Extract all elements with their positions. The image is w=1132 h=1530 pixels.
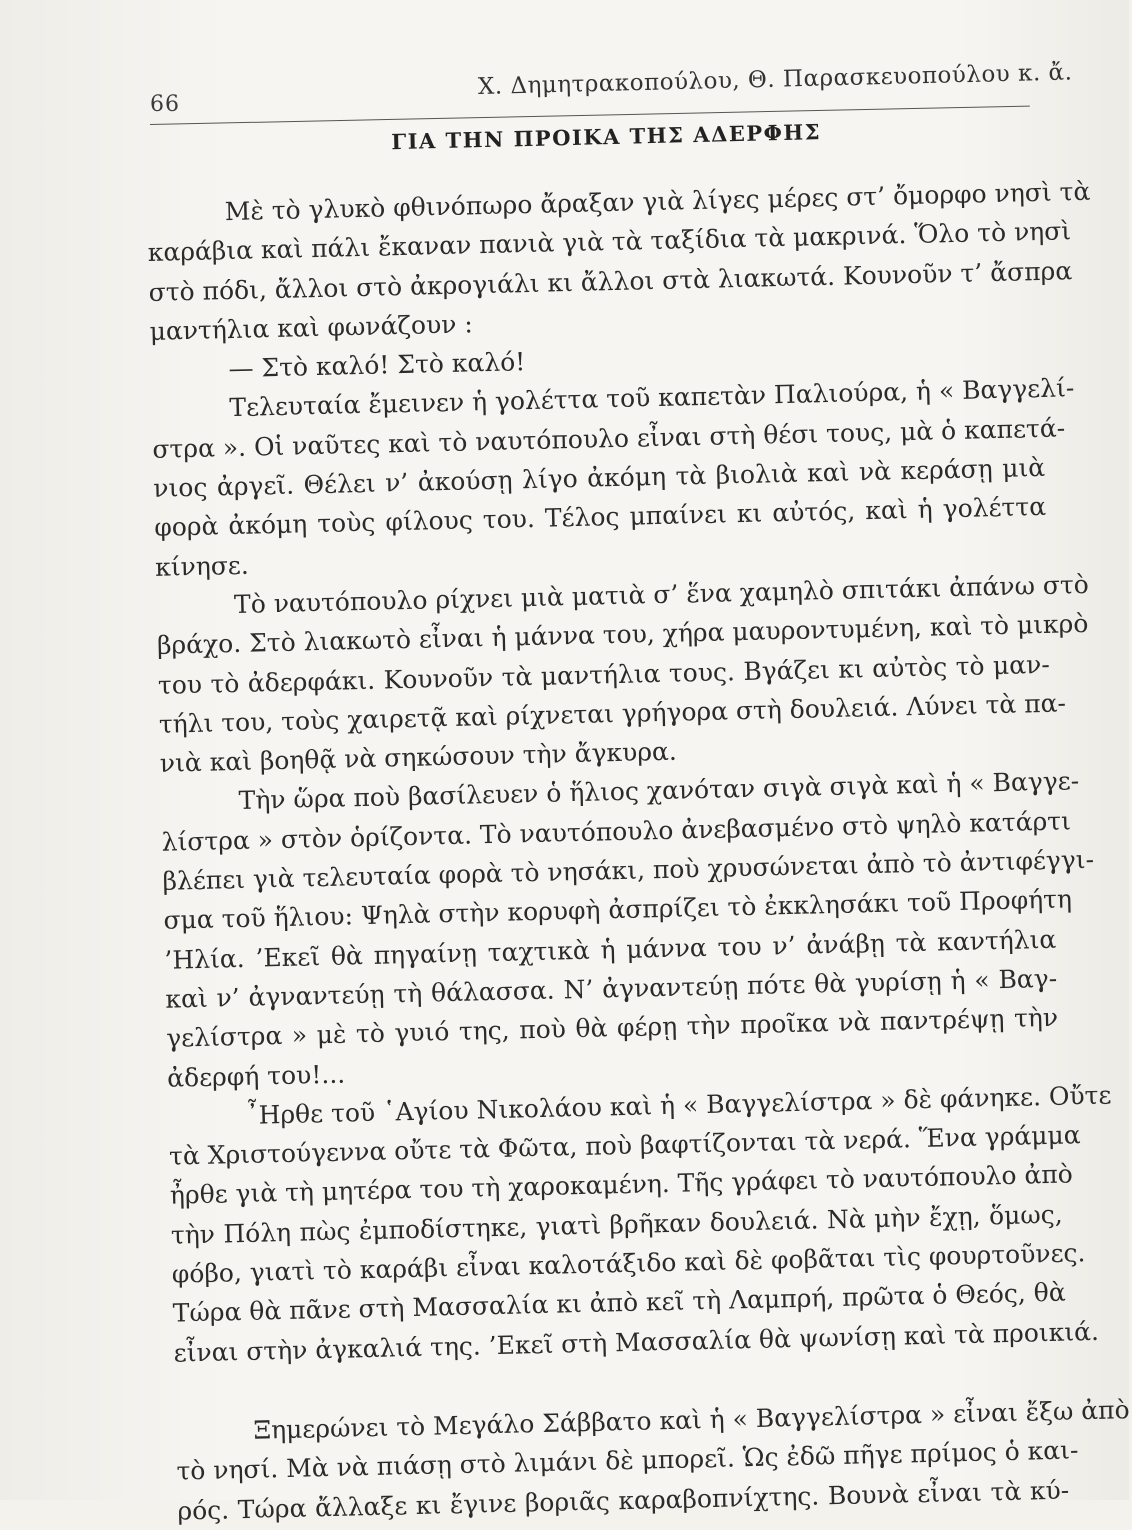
text-line: καὶ ν’ ἀγναντεύῃ τὴ θάλασσα. Ν’ ἀγναντεύῃ πότε θὰ γυρίσῃ ἡ « Βαγ-	[165, 963, 1058, 1014]
text-line: τήλι του, τοὺς χαιρετᾷ καὶ ρίχνεται γρήγορα στὴ δουλειά. Λύνει τὰ πα-	[158, 688, 1067, 739]
text-line: μαντήλια καὶ φωνάζουν :	[149, 309, 474, 346]
text-line: εἶναι στὴν ἀγκαλιά της. ’Εκεῖ στὴ Μασσαλία θὰ ψωνίσῃ καὶ τὰ προικιά.	[173, 1316, 1100, 1368]
text-line: ἀδερφή του!...	[166, 1059, 346, 1093]
text-line: νιος ἀργεῖ. Θέλει ν’ ἀκούσῃ λίγο ἀκόμη τὰ βιολιὰ καὶ νὰ κεράσῃ μιὰ	[152, 452, 1046, 503]
text-line: ῏Ηρθε τοῦ ῾Αγίου Νικολάου καὶ ἡ « Βαγγελίστρα » δὲ φάνηκε. Οὔτε	[245, 1080, 1112, 1130]
text-line: καράβια καὶ πάλι ἔκαναν πανιὰ γιὰ τὰ ταξίδια τὰ μακρινά. Ὅλο τὸ νησὶ	[147, 216, 1072, 268]
text-line: λίστρα » στὸν ὁρίζοντα. Τὸ ναυτόπουλο ἀνεβασμένο στὸ ψηλὸ κατάρτι	[161, 806, 1072, 857]
text-line: σμα τοῦ ἥλιου: Ψηλὰ στὴν κορυφὴ ἀσπρίζει τὸ ἐκκλησάκι τοῦ Προφήτη	[163, 884, 1073, 936]
text-line: ἦρθε γιὰ τὴ μητέρα του τὴ χαροκαμένη. Τῆς γράφει τὸ ναυτόπουλο ἀπὸ	[169, 1159, 1074, 1211]
text-line: φορὰ ἀκόμη τοὺς φίλους του. Τέλος μπαίνει κι αὐτός, καὶ ἡ γολέττα	[153, 492, 1047, 543]
page-number: 66	[150, 92, 180, 117]
text-line: φόβο, γιατὶ τὸ καράβι εἶναι καλοτάξιδο καὶ δὲ φοβᾶται τὶς φουρτοῦνες.	[171, 1238, 1086, 1289]
text-line: του τὸ ἀδερφάκι. Κουνοῦν τὰ μαντήλια τους. Βγάζει κι αὐτὸς τὸ μαν-	[157, 649, 1051, 700]
text-line: στρα ». Οἱ ναῦτες καὶ τὸ ναυτόπουλο εἶναι στὴ θέσι τους, μὰ ὁ καπετά-	[152, 413, 1066, 464]
text-line: κίνησε.	[154, 550, 250, 582]
text-line: Τώρα θὰ πᾶνε στὴ Μασσαλία κι ἀπὸ κεῖ τὴ Λαμπρή, πρῶτα ὁ Θεός, θὰ	[172, 1277, 1066, 1328]
text-line: Τὴν ὥρα ποὺ βασίλευεν ὁ ἥλιος χανόταν σιγὰ σιγὰ καὶ ἡ « Βαγγε-	[238, 766, 1080, 816]
text-line: Τὸ ναυτόπουλο ρίχνει μιὰ ματιὰ σ’ ἕνα χαμηλὸ σπιτάκι ἀπάνω στὸ	[233, 569, 1090, 619]
chapter-title: ΓΙΑ ΤΗΝ ΠΡΟΙΚΑ ΤΗΣ ΑΔΕΡΦΗΣ	[390, 119, 822, 155]
running-header: Χ. Δημητρακοπούλου, Θ. Παρασκευοπούλου κ. ἄ.	[477, 59, 1073, 100]
text-line: βράχο. Στὸ λιακωτὸ εἶναι ἡ μάννα του, χήρα μαυροντυμένη, καὶ τὸ μικρὸ	[156, 609, 1089, 661]
text-block	[145, 114, 1130, 1530]
text-line: νιὰ καὶ βοηθᾷ νὰ σηκώσουν τὴν ἄγκυρα.	[159, 736, 678, 778]
text-line: βλέπει γιὰ τελευταία φορὰ τὸ νησάκι, ποὺ χρυσώνεται ἀπὸ τὸ ἀντιφέγγι-	[162, 844, 1095, 896]
text-line: Τελευταία ἔμεινεν ἡ γολέττα τοῦ καπετὰν Παλιούρα, ἡ « Βαγγελί-	[229, 373, 1075, 423]
text-line: ’Ηλία. ’Εκεῖ θὰ πηγαίνῃ ταχτικὰ ἡ μάννα του ν’ ἀνάβῃ τὰ καντήλια	[164, 924, 1057, 975]
text-line: τὸ νησί. Μὰ νὰ πιάσῃ στὸ λιμάνι δὲ μπορεῖ. Ὡς ἐδῶ πῆγε πρίμος ὁ και-	[176, 1435, 1079, 1486]
text-line: ρός. Τώρα ἄλλαξε κι ἔγινε βοριᾶς καραβοπνίχτης. Βουνὰ εἶναι τὰ κύ-	[177, 1475, 1070, 1526]
text-line: γελίστρα » μὲ τὸ γυιό της, ποὺ θὰ φέρῃ τὴν προῖκα νὰ παντρέψῃ τὴν	[165, 1002, 1059, 1053]
text-line: τὴν Πόλη πὼς ἐμποδίστηκε, γιατὶ βρῆκαν δουλειά. Νὰ μὴν ἔχῃ, ὅμως,	[170, 1199, 1064, 1250]
text-line: — Στὸ καλό! Στὸ καλό!	[228, 347, 526, 384]
text-line: Ξημερώνει τὸ Μεγάλο Σάββατο καὶ ἡ « Βαγγελίστρα » εἶναι ἔξω ἀπὸ	[253, 1395, 1130, 1445]
text-line: Μὲ τὸ γλυκὸ φθινόπωρο ἄραξαν γιὰ λίγες μέρες στ’ ὄμορφο νησὶ τὰ	[224, 176, 1091, 227]
text-line: τὰ Χριστούγεννα οὔτε τὰ Φῶτα, ποὺ βαφτίζονται τὰ νερά. Ἕνα γράμμα	[168, 1120, 1081, 1171]
text-line: στὸ πόδι, ἄλλοι στὸ ἀκρογιάλι κι ἄλλοι στὰ λιακωτά. Κουνοῦν τ’ ἄσπρα	[148, 255, 1073, 307]
